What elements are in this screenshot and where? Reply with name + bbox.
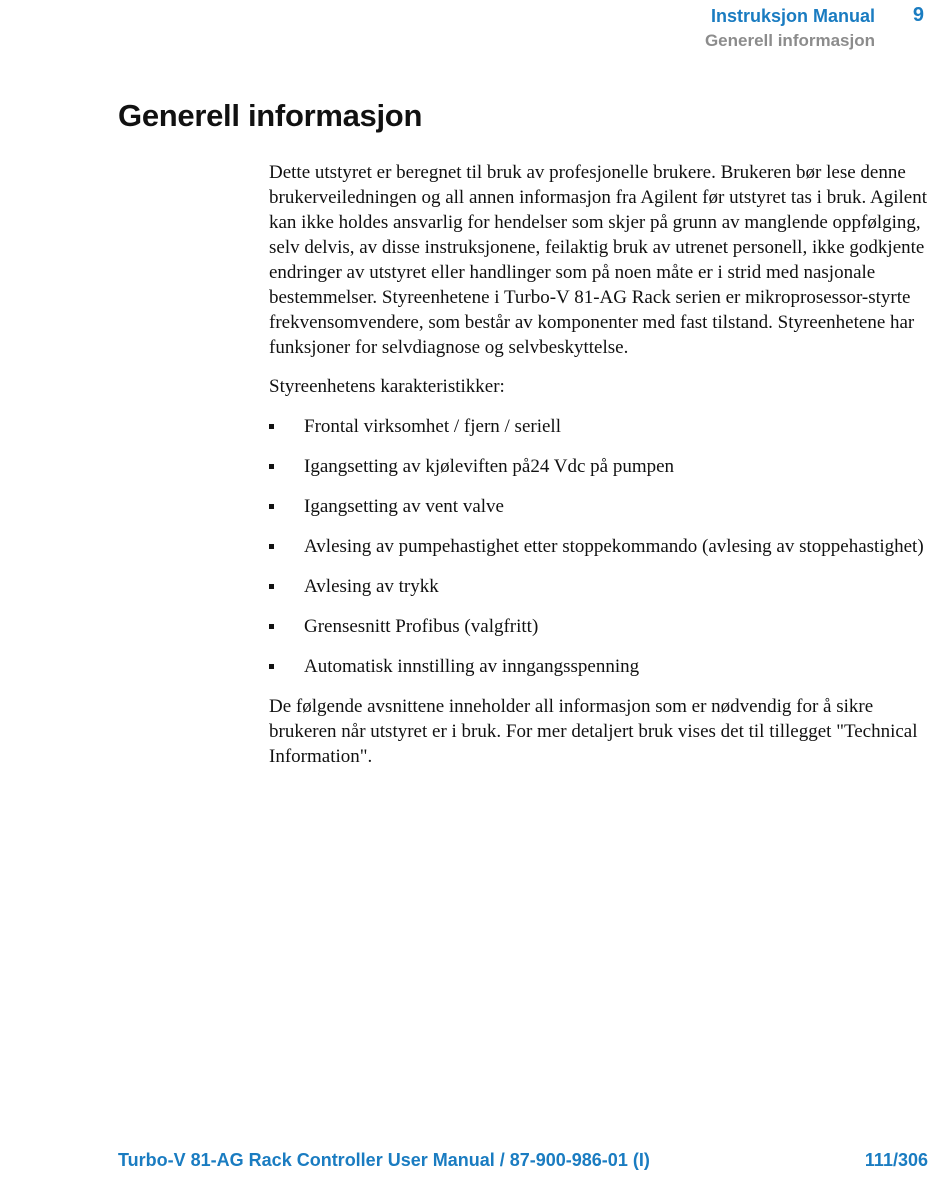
closing-paragraph: De følgende avsnittene inneholder all informasjon som er nødvendig for å sikre brukeren når utstyret er i bruk. For mer detaljert bruk vises det til tillegget "Technical Information". (269, 696, 918, 767)
chapter-number: 9 (912, 4, 924, 26)
bullet-icon (269, 424, 274, 429)
list-item-text: Grensesnitt Profibus (valgfritt) (304, 616, 539, 637)
bullet-icon (269, 664, 274, 669)
bullet-icon (269, 464, 274, 469)
list-item-text: Igangsetting av vent valve (304, 496, 504, 517)
list-lead-text: Styreenhetens karakteristikker: (269, 376, 505, 397)
list-item (269, 454, 929, 479)
main-content (269, 160, 929, 769)
list-item (269, 574, 929, 599)
list-item-text: Frontal virksomhet / fjern / seriell (304, 416, 561, 437)
list-item (269, 494, 929, 519)
bullet-icon (269, 584, 274, 589)
list-item (269, 654, 929, 679)
list-item-text: Igangsetting av kjøleviften på24 Vdc på pumpen (304, 456, 675, 477)
page-number: 111/306 (864, 1150, 928, 1170)
list-item-text: Avlesing av trykk (304, 576, 439, 597)
list-item (269, 534, 929, 559)
list-item (269, 614, 929, 639)
page-title: Generell informasjon (118, 98, 423, 133)
section-subtitle: Generell informasjon (704, 31, 875, 50)
bullet-icon (269, 504, 274, 509)
intro-paragraph: Dette utstyret er beregnet til bruk av profesjonelle brukere. Brukeren bør lese denne brukerveiledningen og all annen informasjon fra Agilent før utstyret tas i bruk. Agilent kan ikke holdes ansvarlig for hendelser som skjer på grunn av manglende oppfølging, selv delvis, av disse instruksjonene, feilaktig bruk av utrenet personell, ikke godkjente endringer av utstyret eller handlinger som på noen måte er i strid med nasjonale bestemmelser. Styreenhetene i Turbo-V 81-AG Rack serien er mikroprosessor-styrte frekvensomvendere, som består av komponenter med fast tilstand. Styreenhetene har funksjoner for selvdiagnose og selvbeskyttelse. (269, 162, 927, 358)
manual-title: Instruksjon Manual (710, 6, 875, 26)
bullet-icon (269, 624, 274, 629)
footer-document-title: Turbo-V 81-AG Rack Controller User Manual / 87-900-986-01 (I) (118, 1150, 650, 1170)
feature-list (269, 414, 929, 679)
list-item (269, 414, 929, 439)
bullet-icon (269, 544, 274, 549)
list-item-text: Automatisk innstilling av inngangsspenning (304, 656, 640, 677)
list-item-text: Avlesing av pumpehastighet etter stoppekommando (avlesing av stoppehastighet) (304, 536, 924, 557)
